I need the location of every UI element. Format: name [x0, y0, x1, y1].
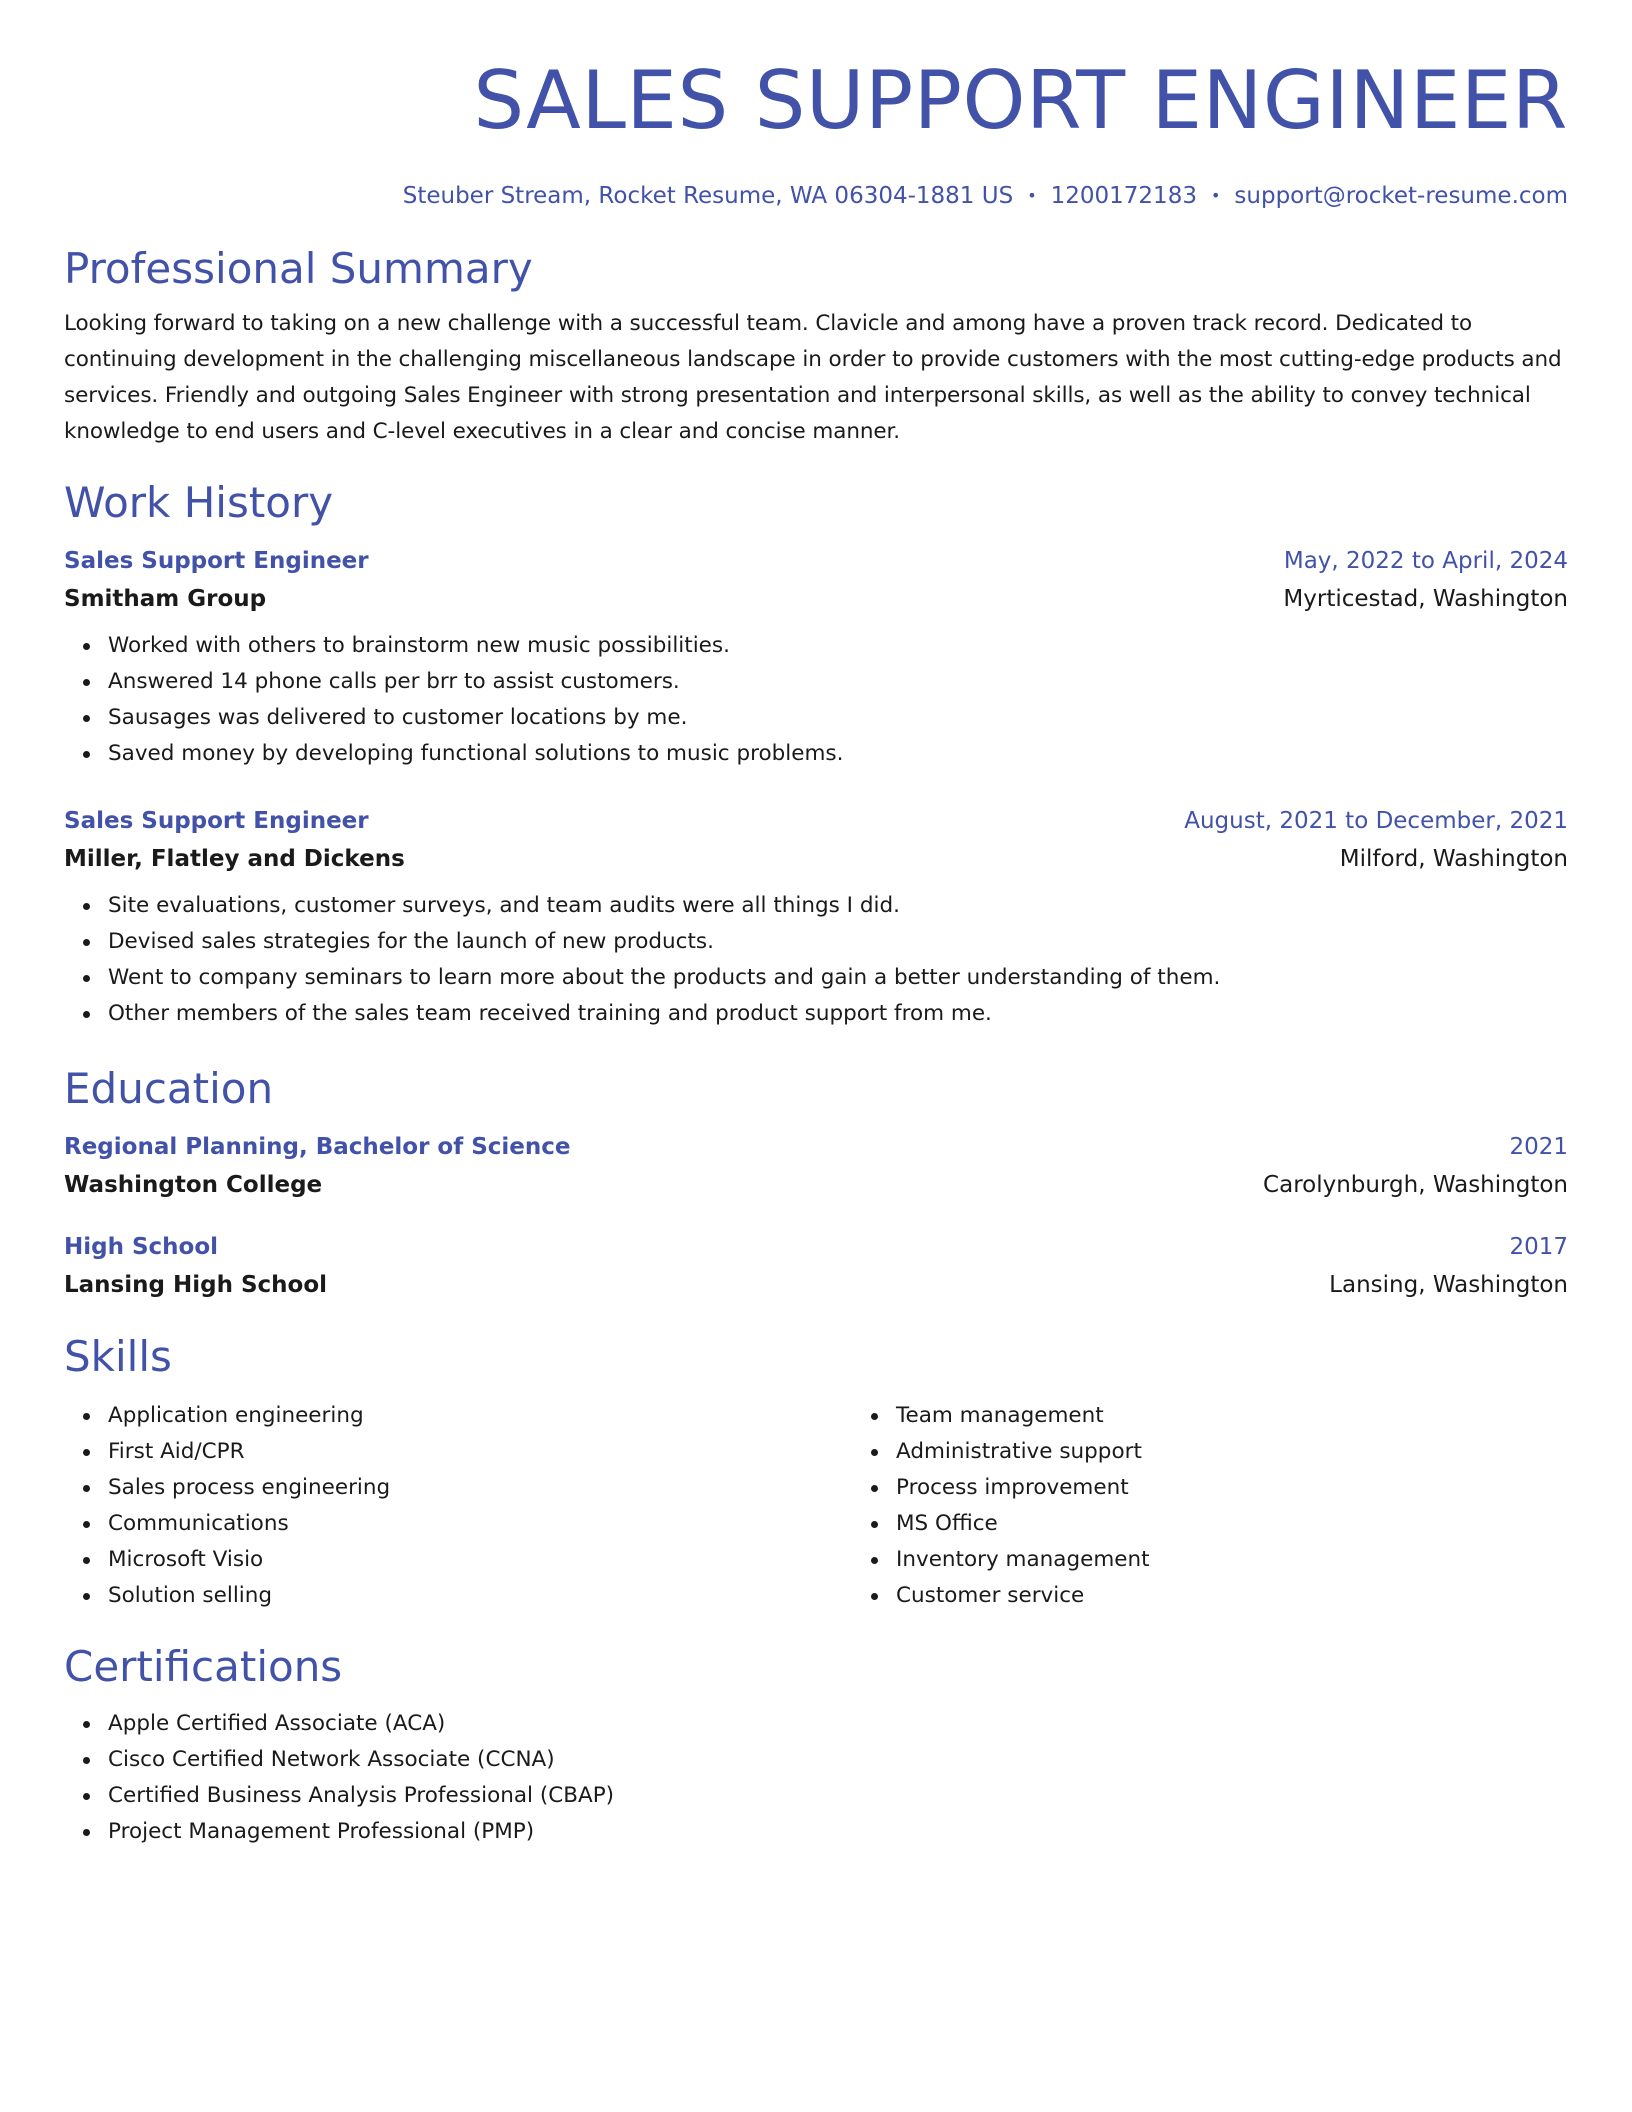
education-degree: High School [64, 1234, 219, 1260]
contact-email: support@rocket-resume.com [1234, 183, 1568, 209]
job-header-row [64, 806, 1568, 836]
list-item: Process improvement [896, 1470, 1632, 1506]
education-section [64, 1062, 1568, 1300]
list-item: MS Office [896, 1506, 1632, 1542]
job-entry [64, 546, 1568, 772]
education-entry [64, 1232, 1568, 1300]
education-entry [64, 1132, 1568, 1200]
list-item: Other members of the sales team received training and product support from me. [108, 996, 1568, 1032]
list-item: Cisco Certified Network Associate (CCNA) [108, 1742, 1568, 1778]
skills-grid [64, 1394, 1568, 1614]
summary-section [64, 242, 1568, 450]
list-item: Inventory management [896, 1542, 1632, 1578]
list-item: Sausages was delivered to customer locations by me. [108, 700, 1568, 736]
summary-text: Looking forward to taking on a new challenge with a successful team. Clavicle and among have a proven track record. Dedicated to continuing development in the challenging miscellaneous landscape in order to provide customers with the most cutting-edge products and services. Friendly and outgoing Sales Engineer with strong presentation and interpersonal skills, as well as the ability to convey technical knowledge to end users and C-level executives in a clear and concise manner. [64, 311, 1562, 444]
list-item: Application engineering [108, 1398, 860, 1434]
list-item: Went to company seminars to learn more about the products and gain a better understanding of them. [108, 960, 1568, 996]
list-item: Worked with others to brainstorm new music possibilities. [108, 628, 1568, 664]
job-company: Miller, Flatley and Dickens [64, 846, 405, 872]
certifications-section [64, 1640, 1568, 1850]
skills-section [64, 1330, 1568, 1614]
contact-phone: 1200172183 [1050, 183, 1197, 209]
list-item: Project Management Professional (PMP) [108, 1814, 1568, 1850]
job-bullets [64, 628, 1568, 772]
certifications-list [64, 1706, 1568, 1850]
job-dates: August, 2021 to December, 2021 [1184, 808, 1568, 834]
job-bullets [64, 888, 1568, 1032]
list-item: Microsoft Visio [108, 1542, 860, 1578]
list-item: Devised sales strategies for the launch of new products. [108, 924, 1568, 960]
list-item: Certified Business Analysis Professional (CBAP) [108, 1778, 1568, 1814]
education-heading: Education [64, 1064, 274, 1113]
work-history-heading: Work History [64, 478, 334, 527]
work-history-section [64, 476, 1568, 1032]
contact-line [64, 180, 1568, 212]
contact-separator: • [1210, 186, 1221, 205]
skills-list-right [860, 1398, 1632, 1614]
education-header-row [64, 1132, 1568, 1162]
job-location: Milford, Washington [1339, 846, 1568, 872]
education-degree: Regional Planning, Bachelor of Science [64, 1134, 571, 1160]
job-entry [64, 806, 1568, 1032]
education-year: 2021 [1509, 1134, 1568, 1160]
job-title: Sales Support Engineer [64, 548, 369, 574]
list-item: Sales process engineering [108, 1470, 860, 1506]
job-title: Sales Support Engineer [64, 808, 369, 834]
job-header-row [64, 546, 1568, 576]
education-org-row [64, 1262, 1568, 1300]
resume-title: SALES SUPPORT ENGINEER [473, 54, 1568, 147]
list-item: Saved money by developing functional solutions to music problems. [108, 736, 1568, 772]
job-location: Myrticestad, Washington [1283, 586, 1568, 612]
list-item: Answered 14 phone calls per brr to assist customers. [108, 664, 1568, 700]
list-item: Site evaluations, customer surveys, and team audits were all things I did. [108, 888, 1568, 924]
job-org-row [64, 836, 1568, 874]
list-item: Solution selling [108, 1578, 860, 1614]
list-item: Team management [896, 1398, 1632, 1434]
list-item: Communications [108, 1506, 860, 1542]
education-school: Washington College [64, 1172, 323, 1198]
skills-heading: Skills [64, 1332, 172, 1381]
summary-heading: Professional Summary [64, 244, 533, 293]
certifications-heading: Certifications [64, 1642, 343, 1691]
contact-address: Steuber Stream, Rocket Resume, WA 06304-1881 US [402, 183, 1014, 209]
education-school: Lansing High School [64, 1272, 328, 1298]
list-item: Administrative support [896, 1434, 1632, 1470]
education-location: Carolynburgh, Washington [1263, 1172, 1568, 1198]
contact-separator: • [1027, 186, 1037, 205]
list-item: First Aid/CPR [108, 1434, 860, 1470]
education-location: Lansing, Washington [1329, 1272, 1568, 1298]
education-org-row [64, 1162, 1568, 1200]
job-company: Smitham Group [64, 586, 267, 612]
job-dates: May, 2022 to April, 2024 [1283, 548, 1568, 574]
list-item: Customer service [896, 1578, 1632, 1614]
education-header-row [64, 1232, 1568, 1262]
list-item: Apple Certified Associate (ACA) [108, 1706, 1568, 1742]
education-year: 2017 [1509, 1234, 1568, 1260]
job-org-row [64, 576, 1568, 614]
skills-list-left [64, 1398, 860, 1614]
